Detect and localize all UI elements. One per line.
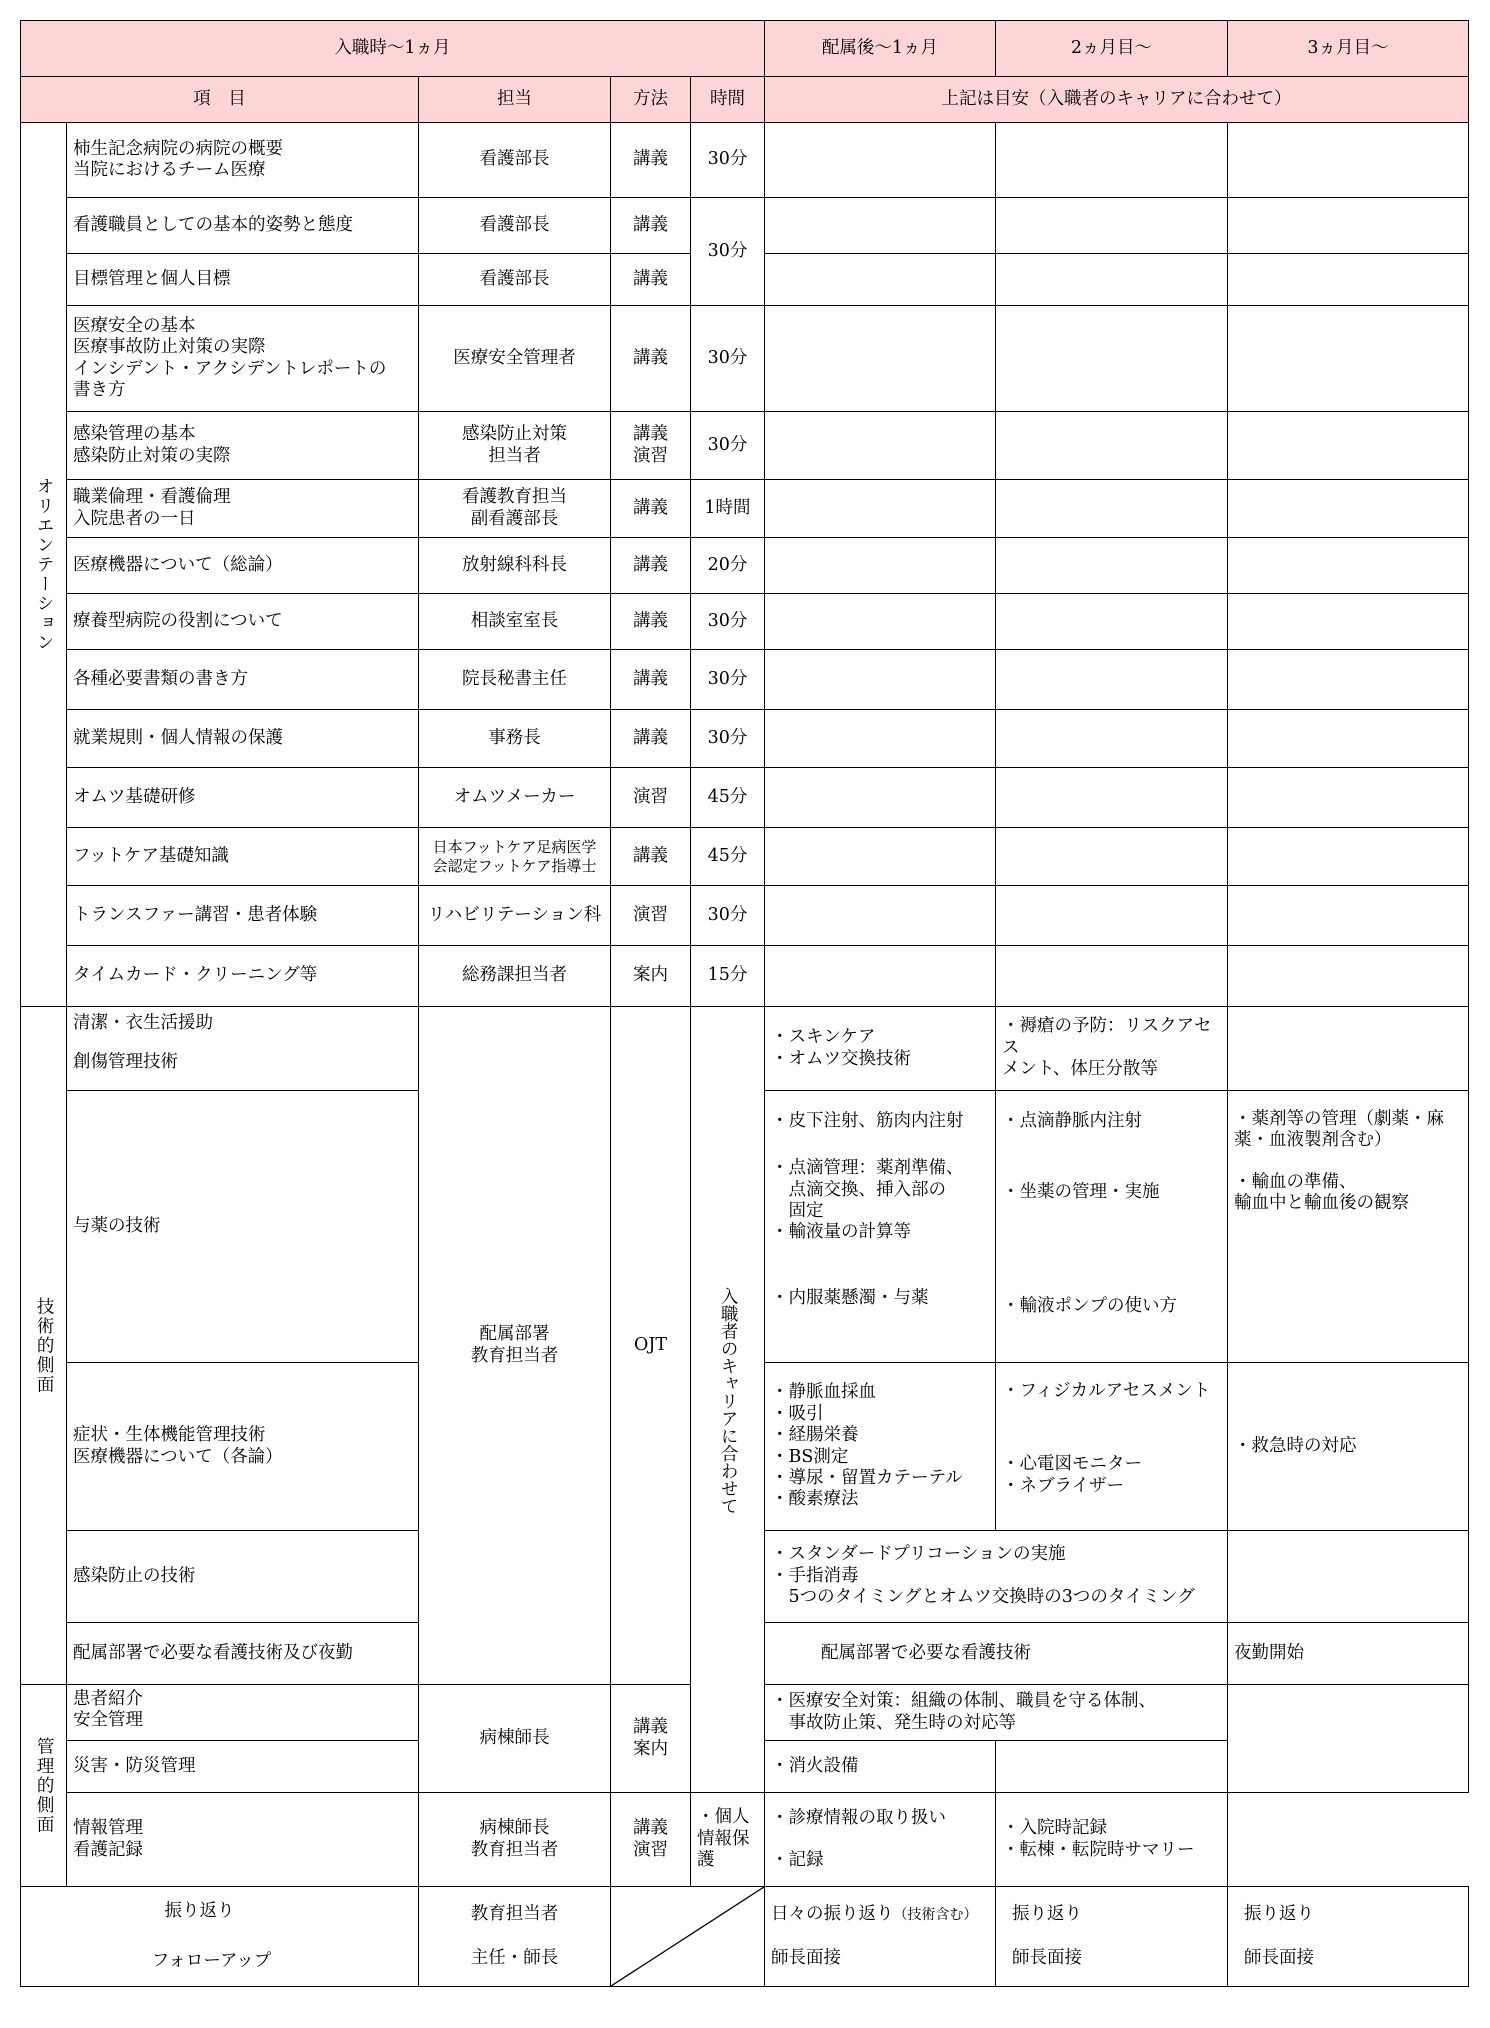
cell-text-line: ・点滴静脈内注射: [1002, 1111, 1142, 1131]
info-phase3: [996, 1793, 1228, 1887]
empty-cell: [1228, 538, 1469, 594]
cell-text-line: ・転棟・転院時サマリー: [1002, 1839, 1195, 1860]
empty-cell: [1228, 480, 1469, 538]
empty-cell: [996, 594, 1228, 650]
cell-text-line: 主任・師長: [470, 1947, 559, 1968]
cell-text-line: 症状・生体機能管理技術: [73, 1425, 266, 1446]
cell-text-line: 看護部長: [479, 214, 550, 235]
cell-text-line: 感染管理の基本: [73, 424, 196, 445]
cell-text-line: 講義: [633, 727, 668, 748]
empty-cell: [765, 538, 996, 594]
cell-text-line: リハビリテーション科: [427, 904, 602, 925]
empty-cell: [1228, 828, 1469, 886]
cell-text-line: 案内: [633, 965, 668, 986]
cell-text-line: 看護教育担当: [462, 487, 567, 508]
cell-text-line: 講義: [633, 1717, 668, 1738]
empty-cell: [996, 828, 1228, 886]
cell-text-line: ・経腸栄養: [771, 1425, 859, 1446]
orientation-item: [67, 650, 419, 710]
technical-item-infection: 感染防止の技術: [67, 1531, 419, 1623]
career-note: 入職者のキャリアに合わせて: [718, 1286, 739, 1515]
orientation-time: 30分: [691, 412, 765, 480]
cell-text-line: 看護記録: [73, 1839, 143, 1860]
cell-text-line: 看護部長: [479, 268, 550, 289]
empty-cell: [1228, 254, 1469, 306]
cell-text-line: 病棟師長: [479, 1818, 550, 1839]
empty-cell: [765, 412, 996, 480]
cell-text-line: ・記録: [771, 1849, 824, 1870]
empty-cell: [765, 828, 996, 886]
schedule-note: 上記は目安（入職者のキャリアに合わせて）: [765, 77, 1469, 123]
empty-cell: [996, 412, 1228, 480]
orientation-method: [611, 650, 691, 710]
cell-text-line: 院長秘書主任: [462, 668, 567, 689]
orientation-person: [419, 538, 611, 594]
cell-text-line: 振り返り: [1012, 1904, 1082, 1925]
empty-cell: [996, 1741, 1228, 1793]
review-phase2: [996, 1887, 1228, 1987]
orientation-person: [419, 254, 611, 306]
cell-text-line: 療養型病院の役割について: [73, 610, 283, 631]
symptom-phase2: [996, 1363, 1228, 1531]
empty-cell: [1228, 198, 1469, 254]
medication-phase2: [996, 1091, 1228, 1363]
cell-text-line: 事故防止策、発生時の対応等: [771, 1712, 1016, 1733]
orientation-item: [67, 254, 419, 306]
cell-text-line: 創傷管理技術: [73, 1052, 178, 1073]
hygiene-phase2: [996, 1007, 1228, 1091]
symptom-phase1: [765, 1363, 996, 1531]
cell-text-line: ・導尿・留置カテーテル: [771, 1467, 963, 1488]
empty-cell: [996, 198, 1228, 254]
cell-text-line: 薬・血液製剤含む）: [1234, 1130, 1392, 1151]
cell-text-line: トランスファー講習・患者体験: [73, 904, 318, 925]
management-method-info: [611, 1793, 691, 1887]
cell-text-line: 講義: [633, 149, 668, 170]
orientation-item: [67, 768, 419, 828]
cell-text-line: 講義: [633, 214, 668, 235]
dept-phase3: 夜勤開始: [1228, 1623, 1469, 1685]
cell-text-line: 点滴交換、挿入部の: [771, 1179, 946, 1200]
section-label-orientation: オリエンテーション: [21, 123, 67, 1007]
orientation-time: 30分: [691, 198, 765, 306]
orientation-method: [611, 594, 691, 650]
orientation-person: [419, 946, 611, 1007]
orientation-person: [419, 306, 611, 412]
cell-text-line: 講義: [633, 610, 668, 631]
cell-text-line: 患者紹介: [73, 1689, 143, 1709]
empty-cell: [1228, 1007, 1469, 1091]
cell-text-line: 講義: [633, 554, 668, 575]
cell-text-line: ・フィジカルアセスメント: [1002, 1381, 1211, 1401]
cell-text-line: 演習: [633, 445, 668, 466]
orientation-item: [67, 480, 419, 538]
orientation-time: 1時間: [691, 480, 765, 538]
cell-text-line: ・点滴管理：薬剤準備、: [771, 1158, 964, 1179]
medication-phase1: [765, 1091, 996, 1363]
orientation-method: [611, 710, 691, 768]
safety-phase12: [765, 1685, 1228, 1741]
empty-cell: [765, 650, 996, 710]
orientation-time: 45分: [691, 828, 765, 886]
orientation-time: 20分: [691, 538, 765, 594]
symptom-phase3: ・救急時の対応: [1228, 1363, 1469, 1531]
empty-cell: [996, 768, 1228, 828]
orientation-item: [67, 538, 419, 594]
cell-text-line: 清潔・衣生活援助: [73, 1013, 213, 1033]
cell-text-line: ・診療情報の取り扱い: [771, 1808, 946, 1829]
cell-text-line: 案内: [633, 1738, 668, 1759]
empty-cell: [765, 254, 996, 306]
orientation-person: [419, 710, 611, 768]
info-phase2: [765, 1793, 996, 1887]
orientation-person: [419, 412, 611, 480]
empty-cell: [1228, 412, 1469, 480]
empty-cell: [1228, 306, 1469, 412]
review-empty-slash: [611, 1887, 765, 1987]
cell-text-line: 配属部署: [479, 1324, 550, 1345]
cell-text-line: 固定: [771, 1201, 824, 1222]
safety-phase1b: ・消火設備: [765, 1741, 996, 1793]
cell-text-line: 感染防止対策: [462, 424, 567, 445]
cell-text-line: 日本フットケア足病医学: [432, 838, 597, 857]
orientation-method: [611, 254, 691, 306]
cell-text-line: 教育担当者: [470, 1904, 559, 1925]
section-label-management: 管理的側面: [21, 1685, 67, 1887]
cell-text-line: 入院患者の一日: [73, 508, 196, 529]
technical-person: [419, 1007, 611, 1685]
orientation-time: 15分: [691, 946, 765, 1007]
orientation-item: [67, 306, 419, 412]
medication-phase3: [1228, 1091, 1469, 1363]
management-person-info: [419, 1793, 611, 1887]
empty-cell: [765, 123, 996, 198]
period-header-4: 3ヵ月目～: [1228, 21, 1469, 77]
cell-text-line: ・輸血の準備、: [1234, 1171, 1357, 1192]
review-item: [21, 1887, 419, 1987]
orientation-time: 30分: [691, 650, 765, 710]
career-note-cell: [691, 1007, 765, 1793]
cell-text-line: 振り返り: [1244, 1904, 1314, 1925]
cell-text-line: ・スタンダードプリコーションの実施: [771, 1544, 1066, 1565]
empty-cell: [765, 198, 996, 254]
empty-cell: [996, 306, 1228, 412]
cell-text-line: 師長面接: [1012, 1947, 1082, 1968]
cell-text-line: 看護部長: [479, 149, 550, 170]
orientation-item: [67, 123, 419, 198]
empty-cell: [1228, 886, 1469, 946]
diagonal-slash-icon: [611, 1887, 764, 1986]
orientation-item: [67, 412, 419, 480]
cell-text-line: 相談室室長: [470, 610, 559, 631]
cell-text-line: 放射線科科長: [462, 554, 567, 575]
section-label-technical: 技術的側面: [21, 1007, 67, 1685]
empty-cell: [765, 710, 996, 768]
cell-text-line: 柿生記念病院の病院の概要: [73, 138, 283, 159]
review-phase1: [765, 1887, 996, 1987]
cell-text-line: 書き方: [73, 379, 126, 400]
orientation-method: [611, 946, 691, 1007]
cell-text-line: 副看護部長: [470, 508, 559, 529]
cell-text-line: 5つのタイミングとオムツ交換時の3つのタイミング: [771, 1587, 1195, 1608]
cell-text-line: 総務課担当者: [462, 965, 567, 986]
info-phase1: ・個人情報保護: [691, 1793, 765, 1887]
orientation-time: 45分: [691, 768, 765, 828]
cell-text-line: ・酸素療法: [771, 1489, 859, 1510]
column-header-item: 項 目: [21, 77, 419, 123]
orientation-item: [67, 198, 419, 254]
empty-cell: [996, 946, 1228, 1007]
orientation-method: [611, 412, 691, 480]
cell-text-line: オムツ基礎研修: [73, 786, 196, 807]
orientation-method: [611, 198, 691, 254]
cell-text-line: 輸血中と輸血後の観察: [1234, 1193, 1409, 1214]
empty-cell: [765, 306, 996, 412]
cell-text-line: 講義: [633, 347, 668, 368]
cell-text-line: ・手指消毒: [771, 1565, 859, 1586]
orientation-method: [611, 768, 691, 828]
cell-text-line: ・坐薬の管理・実施: [1002, 1182, 1160, 1203]
review-phase3: [1228, 1887, 1469, 1987]
empty-cell: [996, 710, 1228, 768]
empty-cell: [1228, 1531, 1469, 1623]
period-header-2: 配属後～1ヵ月: [765, 21, 996, 77]
empty-cell: [996, 886, 1228, 946]
empty-cell: [996, 123, 1228, 198]
empty-cell: [765, 946, 996, 1007]
cell-text-line: 目標管理と個人目標: [73, 268, 231, 289]
empty-cell: [1228, 650, 1469, 710]
period-header-1: 入職時～1ヵ月: [21, 21, 765, 77]
cell-text-line: ・内服薬懸濁・与薬: [771, 1287, 929, 1308]
cell-text-line: 講義: [633, 845, 668, 866]
column-header-person: 担当: [419, 77, 611, 123]
cell-text-line: ・心電図モニター: [1002, 1454, 1142, 1475]
cell-text-line: 演習: [633, 904, 668, 925]
empty-cell: [996, 650, 1228, 710]
infection-phase12: [765, 1531, 1228, 1623]
cell-text-line: 医療機器について（総論）: [73, 554, 283, 575]
cell-text-line: 職業倫理・看護倫理: [73, 487, 231, 508]
empty-cell: [765, 768, 996, 828]
orientation-time: 30分: [691, 594, 765, 650]
empty-cell: [1228, 946, 1469, 1007]
orientation-person: [419, 480, 611, 538]
orientation-person: [419, 594, 611, 650]
cell-text-line: 当院におけるチーム医療: [73, 160, 266, 180]
cell-text-line: 安全管理: [73, 1710, 143, 1731]
empty-cell: [996, 254, 1228, 306]
cell-text-line: 講義: [633, 668, 668, 689]
orientation-method: [611, 538, 691, 594]
technical-item-symptom: [67, 1363, 419, 1531]
cell-text-line: 医療安全の基本: [73, 315, 196, 336]
orientation-item: [67, 594, 419, 650]
cell-text-line: ・BS測定: [771, 1446, 849, 1467]
cell-text-line: 師長面接: [771, 1947, 841, 1968]
empty-cell: [996, 480, 1228, 538]
dept-phase12: 配属部署で必要な看護技術: [765, 1623, 1228, 1685]
cell-text-line: 担当者: [488, 445, 541, 466]
cell-text-line: ・吸引: [771, 1403, 824, 1424]
cell-text-line: 看護職員としての基本的姿勢と態度: [73, 214, 353, 235]
orientation-time: 30分: [691, 306, 765, 412]
cell-text-line: 情報管理: [73, 1818, 143, 1839]
cell-text-line: メント、体圧分散等: [1002, 1059, 1158, 1080]
cell-text-line: 講義: [633, 497, 668, 518]
cell-text-line: ・輸液ポンプの使い方: [1002, 1295, 1177, 1316]
orientation-method: [611, 306, 691, 412]
column-header-time: 時間: [691, 77, 765, 123]
cell-text-line: フットケア基礎知識: [73, 845, 229, 866]
cell-text-line: 医療事故防止対策の実際: [73, 337, 266, 358]
orientation-person: [419, 123, 611, 198]
cell-text-line: タイムカード・クリーニング等: [73, 965, 318, 986]
orientation-method: [611, 480, 691, 538]
technical-item-medication: 与薬の技術: [67, 1091, 419, 1363]
orientation-person: [419, 828, 611, 886]
cell-text-line: 医療機器について（各論）: [73, 1446, 283, 1467]
empty-cell: [765, 886, 996, 946]
orientation-person: [419, 768, 611, 828]
empty-cell: [1228, 594, 1469, 650]
cell-text-line: ・静脈血採血: [771, 1382, 876, 1403]
cell-text-line: 医療安全管理者: [453, 347, 576, 368]
orientation-person: [419, 886, 611, 946]
cell-text-line: 日々の振り返り（技術含む）: [771, 1904, 978, 1925]
orientation-item: [67, 886, 419, 946]
orientation-item: [67, 710, 419, 768]
orientation-item: [67, 828, 419, 886]
cell-text-line: フォローアップ: [151, 1950, 272, 1971]
cell-text-line: ・薬剤等の管理（劇薬・麻: [1234, 1109, 1444, 1129]
orientation-time: 30分: [691, 123, 765, 198]
technical-item-dept: 配属部署で必要な看護技術及び夜勤: [67, 1623, 419, 1685]
cell-text-line: 就業規則・個人情報の保護: [73, 727, 283, 748]
empty-cell: [765, 480, 996, 538]
cell-text-line: 振り返り: [164, 1901, 235, 1922]
empty-cell: [1228, 1685, 1469, 1793]
orientation-time: 30分: [691, 886, 765, 946]
training-schedule-table: [20, 20, 1469, 1987]
review-person: [419, 1887, 611, 1987]
cell-text-line: 教育担当者: [470, 1839, 559, 1860]
cell-text-line: ・褥瘡の予防：リスクアセス: [1002, 1016, 1212, 1058]
empty-cell: [765, 594, 996, 650]
orientation-time: 30分: [691, 710, 765, 768]
cell-text-line: 講義: [633, 268, 668, 289]
column-header-method: 方法: [611, 77, 691, 123]
cell-text-line: インシデント・アクシデントレポートの: [73, 358, 387, 379]
orientation-method: [611, 886, 691, 946]
empty-cell: [1228, 123, 1469, 198]
management-item-info: [67, 1793, 419, 1887]
orientation-person: [419, 198, 611, 254]
cell-text-line: ・オムツ交換技術: [771, 1048, 911, 1069]
cell-text-line: ・ネブライザー: [1002, 1475, 1124, 1496]
management-method-safety: [611, 1685, 691, 1793]
cell-text-line: ・入院時記録: [1002, 1818, 1107, 1839]
cell-text-line: 演習: [633, 1839, 668, 1860]
cell-text-line: 講義: [633, 424, 668, 445]
cell-text-line: ・皮下注射、筋肉内注射: [771, 1111, 964, 1131]
cell-text-line: 教育担当者: [470, 1345, 559, 1366]
orientation-person: [419, 650, 611, 710]
cell-text-line: オムツメーカー: [453, 786, 576, 807]
cell-text-line: 病棟師長: [479, 1727, 550, 1748]
empty-cell: [1228, 710, 1469, 768]
cell-text-line: ・医療安全対策：組織の体制、職員を守る体制、: [771, 1691, 1156, 1712]
period-header-3: 2ヵ月目～: [996, 21, 1228, 77]
orientation-method: [611, 828, 691, 886]
technical-method: OJT: [611, 1007, 691, 1685]
orientation-method: [611, 123, 691, 198]
hygiene-phase1: [765, 1007, 996, 1091]
cell-text-line: 会認定フットケア指導士: [432, 856, 597, 875]
cell-text-line: 講義: [633, 1818, 668, 1839]
empty-cell: [1228, 768, 1469, 828]
cell-text-line: 演習: [633, 786, 668, 807]
cell-text-line: 師長面接: [1244, 1947, 1314, 1968]
technical-item-hygiene: [67, 1007, 419, 1091]
orientation-item: [67, 946, 419, 1007]
empty-cell: [996, 538, 1228, 594]
management-item-safety-a: [67, 1685, 419, 1741]
cell-text-line: ・輸液量の計算等: [771, 1222, 911, 1243]
cell-text-line: 事務長: [488, 727, 541, 748]
cell-text-line: 感染防止対策の実際: [73, 445, 231, 466]
management-person-safety: [419, 1685, 611, 1793]
cell-text-line: 各種必要書類の書き方: [73, 668, 248, 689]
management-item-safety-b: 災害・防災管理: [67, 1741, 419, 1793]
cell-text-line: ・スキンケア: [771, 1027, 876, 1048]
